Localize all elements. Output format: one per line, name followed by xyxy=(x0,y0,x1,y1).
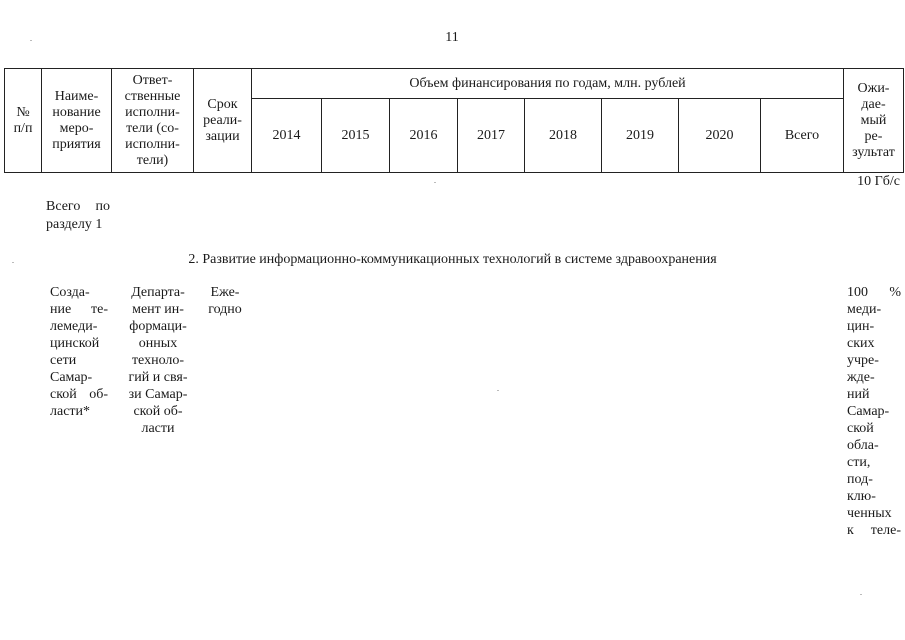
row1-name-line: Самар- xyxy=(50,370,93,385)
row1-responsible-line: гий и свя- xyxy=(128,370,188,385)
header-year-2016: 2016 xyxy=(390,99,458,173)
header-name-line: Наиме- xyxy=(54,88,99,104)
header-term-line: Срок xyxy=(207,96,238,112)
row1-result-line: к теле- xyxy=(847,523,901,538)
row1-result-line: 100 % xyxy=(847,285,901,300)
row1-result-line: цин- xyxy=(847,319,875,334)
row1-term xyxy=(206,284,244,318)
row1-result-line: меди- xyxy=(847,302,882,317)
section2-title: 2. Развитие информационно-коммуникационных технологий в системе здравоохранения xyxy=(188,252,717,267)
header-responsible xyxy=(112,69,194,173)
row1-result-line: под- xyxy=(847,472,873,487)
header-number-line-2: п/п xyxy=(13,120,33,136)
scan-speck xyxy=(30,40,32,41)
row1-name-line: ние те- xyxy=(50,302,108,317)
header-result-line: мый xyxy=(860,112,887,128)
row1-term-line: годно xyxy=(208,302,242,317)
row1-name xyxy=(50,284,108,420)
section1-total-label xyxy=(46,198,110,234)
row1-result-line: сти, xyxy=(847,455,871,470)
row1-responsible-line: формаци- xyxy=(129,319,187,334)
row1-term-line: Еже- xyxy=(210,285,240,300)
scan-speck xyxy=(434,182,436,183)
header-year-2019: 2019 xyxy=(602,99,679,173)
header-funding-title: Объем финансирования по годам, млн. рублей xyxy=(252,69,844,99)
row1-result-line: ний xyxy=(847,387,870,402)
header-result-line: ре- xyxy=(864,128,883,144)
row1-name-line: ской об- xyxy=(50,387,108,402)
scan-speck xyxy=(12,262,14,263)
row1-result-line: обла- xyxy=(847,438,879,453)
page-number: 11 xyxy=(445,30,459,45)
row1-responsible xyxy=(118,284,198,437)
header-name-line: нование xyxy=(52,104,101,120)
header-number-line-1: № xyxy=(16,104,30,120)
header-responsible-line: тели) xyxy=(136,152,169,168)
row1-result-line: учре- xyxy=(847,353,879,368)
row1-name-line: ласти* xyxy=(50,404,91,419)
scan-speck xyxy=(497,390,499,391)
header-year-2017: 2017 xyxy=(458,99,525,173)
header-responsible-line: тели (со- xyxy=(126,120,179,136)
row1-name-line: Созда- xyxy=(50,285,90,300)
header-result-line: дае- xyxy=(861,96,886,112)
header-year-2020: 2020 xyxy=(679,99,761,173)
header-term-line: зации xyxy=(205,128,240,144)
header-responsible-line: исполни- xyxy=(125,136,180,152)
row1-result-line: жде- xyxy=(847,370,875,385)
section1-result-carryover: 10 Гб/с xyxy=(857,174,900,189)
row1-responsible-line: Департа- xyxy=(131,285,185,300)
header-name-line: приятия xyxy=(52,136,101,152)
row1-responsible-line: зи Самар- xyxy=(128,387,188,402)
header-name-line: меро- xyxy=(59,120,94,136)
header-year-2014: 2014 xyxy=(252,99,322,173)
row1-result-line: клю- xyxy=(847,489,876,504)
row1-responsible-line: техноло- xyxy=(131,353,185,368)
row1-responsible-line: ской об- xyxy=(133,404,183,419)
header-result xyxy=(844,69,904,173)
total-label-line: разделу 1 xyxy=(46,217,103,232)
header-result-line: зультат xyxy=(852,144,895,160)
total-label-line: Всего по xyxy=(46,199,110,214)
row1-name-line: цинской xyxy=(50,336,100,351)
row1-name-line: лемеди- xyxy=(50,319,98,334)
header-responsible-line: Ответ- xyxy=(132,72,173,88)
row1-result-line: Самар- xyxy=(847,404,890,419)
scan-speck xyxy=(860,594,862,595)
row1-result-line: ской xyxy=(847,421,874,436)
header-name xyxy=(42,69,112,173)
header-year-2018: 2018 xyxy=(525,99,602,173)
header-result-line: Ожи- xyxy=(857,80,890,96)
row1-result-line: ских xyxy=(847,336,875,351)
row1-responsible-line: мент ин- xyxy=(132,302,184,317)
funding-table-header xyxy=(4,68,904,173)
header-responsible-line: исполни- xyxy=(125,104,180,120)
header-number xyxy=(5,69,42,173)
row1-responsible-line: онных xyxy=(138,336,178,351)
header-responsible-line: ственные xyxy=(124,88,181,104)
row1-result-line: ченных xyxy=(847,506,892,521)
row1-responsible-line: ласти xyxy=(141,421,175,436)
header-total: Всего xyxy=(761,99,844,173)
header-term xyxy=(194,69,252,173)
row1-name-line: сети xyxy=(50,353,77,368)
row1-result xyxy=(847,284,901,539)
header-term-line: реали- xyxy=(203,112,242,128)
header-year-2015: 2015 xyxy=(322,99,390,173)
